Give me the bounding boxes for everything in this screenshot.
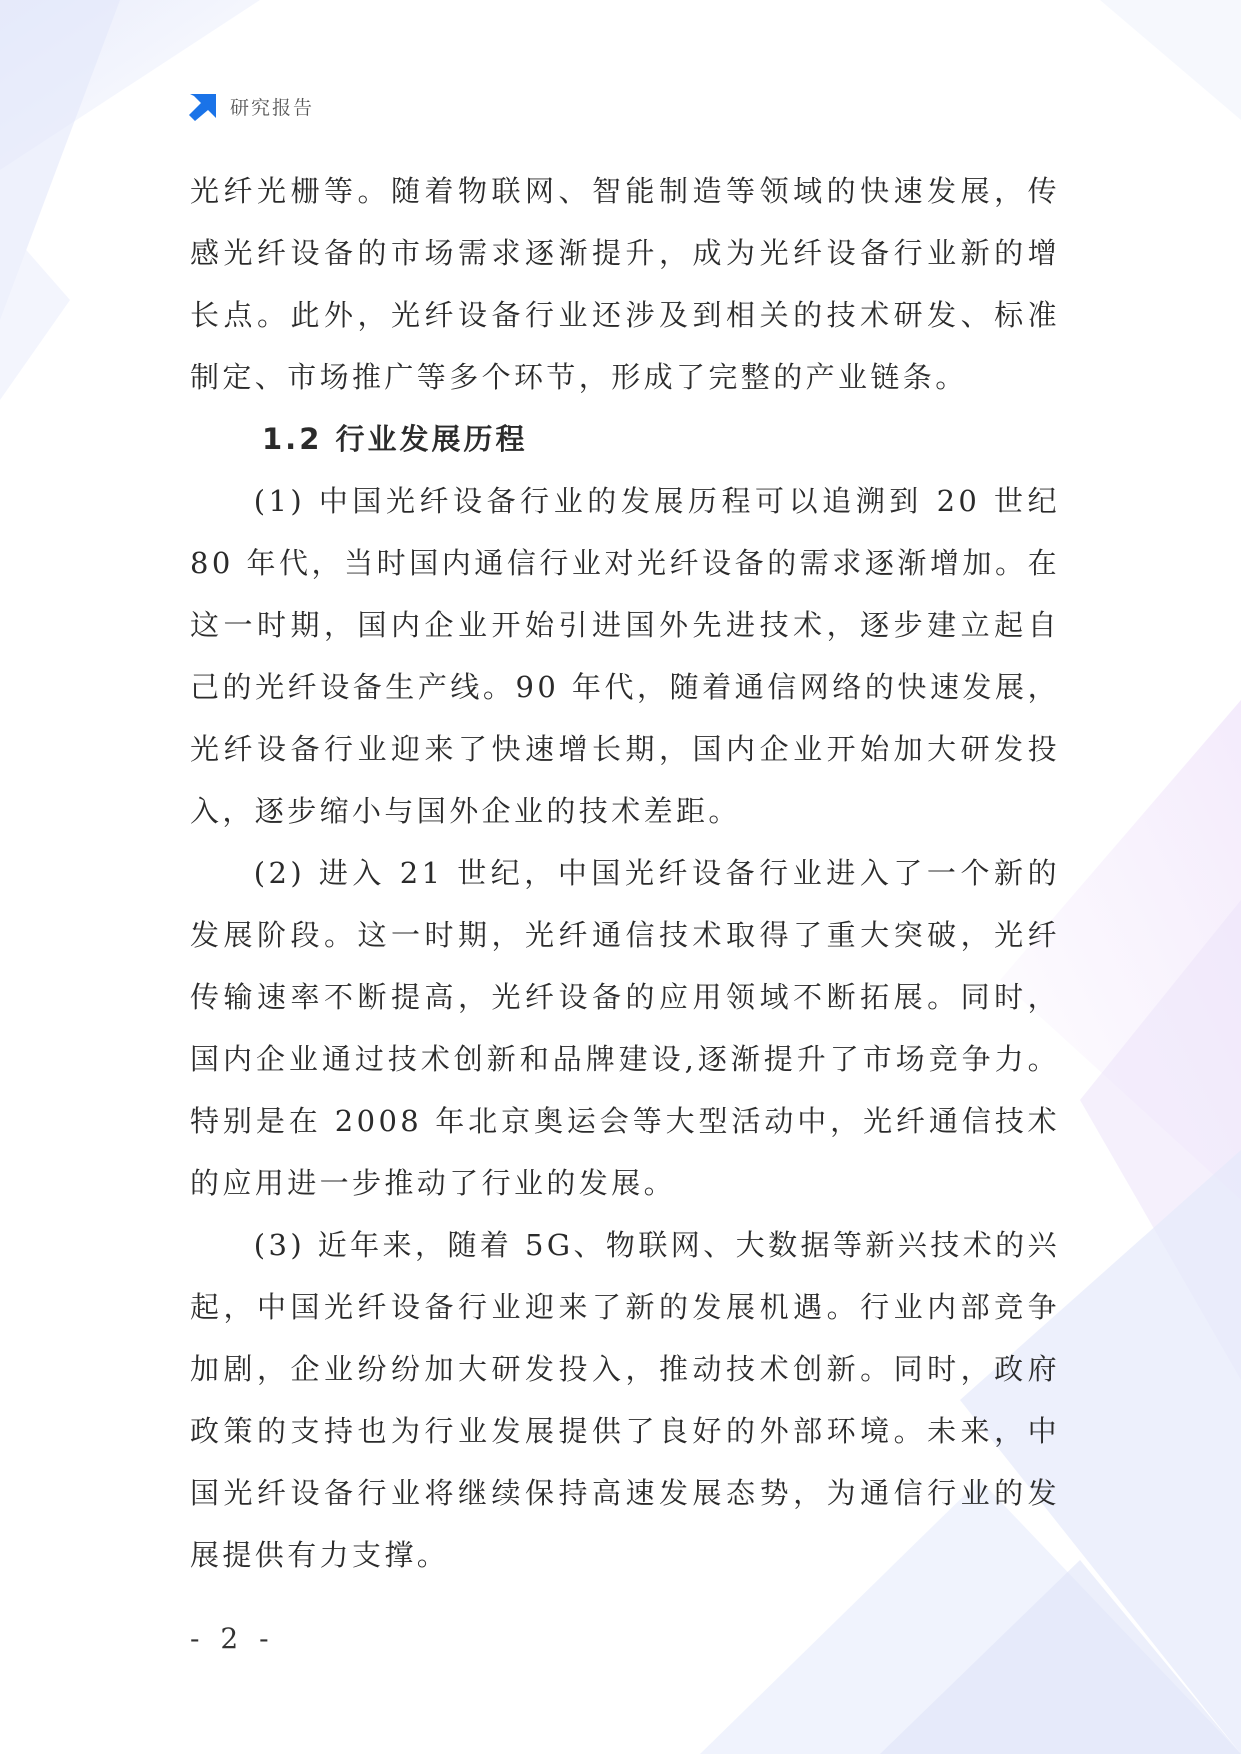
section-heading: 1.2 行业发展历程 (262, 422, 528, 456)
arrow-up-right-icon (186, 90, 220, 122)
header-title: 研究报告 (230, 96, 315, 119)
paragraph-1: (1) 中国光纤设备行业的发展历程可以追溯到 20 世纪 80 年代，当时国内通信行业对光纤设备的需求逐渐增加。在这一时期，国内企业开始引进国外先进技术，逐步建立起自己的光纤设备生产线。90 年代，随着通信网络的快速发展，光纤设备行业迎来了快速增长期，国内企业开始加大研发投入，逐步缩小与国外企业的技术差距。 (190, 484, 1060, 828)
page-number: - 2 - (190, 1622, 275, 1655)
paragraph-3: (3) 近年来，随着 5G、物联网、大数据等新兴技术的兴起，中国光纤设备行业迎来了新的发展机遇。行业内部竞争加剧，企业纷纷加大研发投入，推动技术创新。同时，政府政策的支持也为行业发展提供了良好的外部环境。未来，中国光纤设备行业将继续保持高速发展态势，为通信行业的发展提供有力支撑。 (190, 1228, 1060, 1572)
intro-paragraph: 光纤光栅等。随着物联网、智能制造等领域的快速发展，传感光纤设备的市场需求逐渐提升，成为光纤设备行业新的增长点。此外，光纤设备行业还涉及到相关的技术研发、标准制定、市场推广等多个环节，形成了完整的产业链条。 (190, 174, 1060, 394)
paragraph-2: (2) 进入 21 世纪，中国光纤设备行业进入了一个新的发展阶段。这一时期，光纤通信技术取得了重大突破，光纤传输速率不断提高，光纤设备的应用领域不断拓展。同时，国内企业通过技术创新和品牌建设,逐渐提升了市场竞争力。特别是在 2008 年北京奥运会等大型活动中，光纤通信技术的应用进一步推动了行业的发展。 (190, 856, 1060, 1200)
report-header (186, 88, 314, 124)
document-body (190, 160, 1060, 1586)
